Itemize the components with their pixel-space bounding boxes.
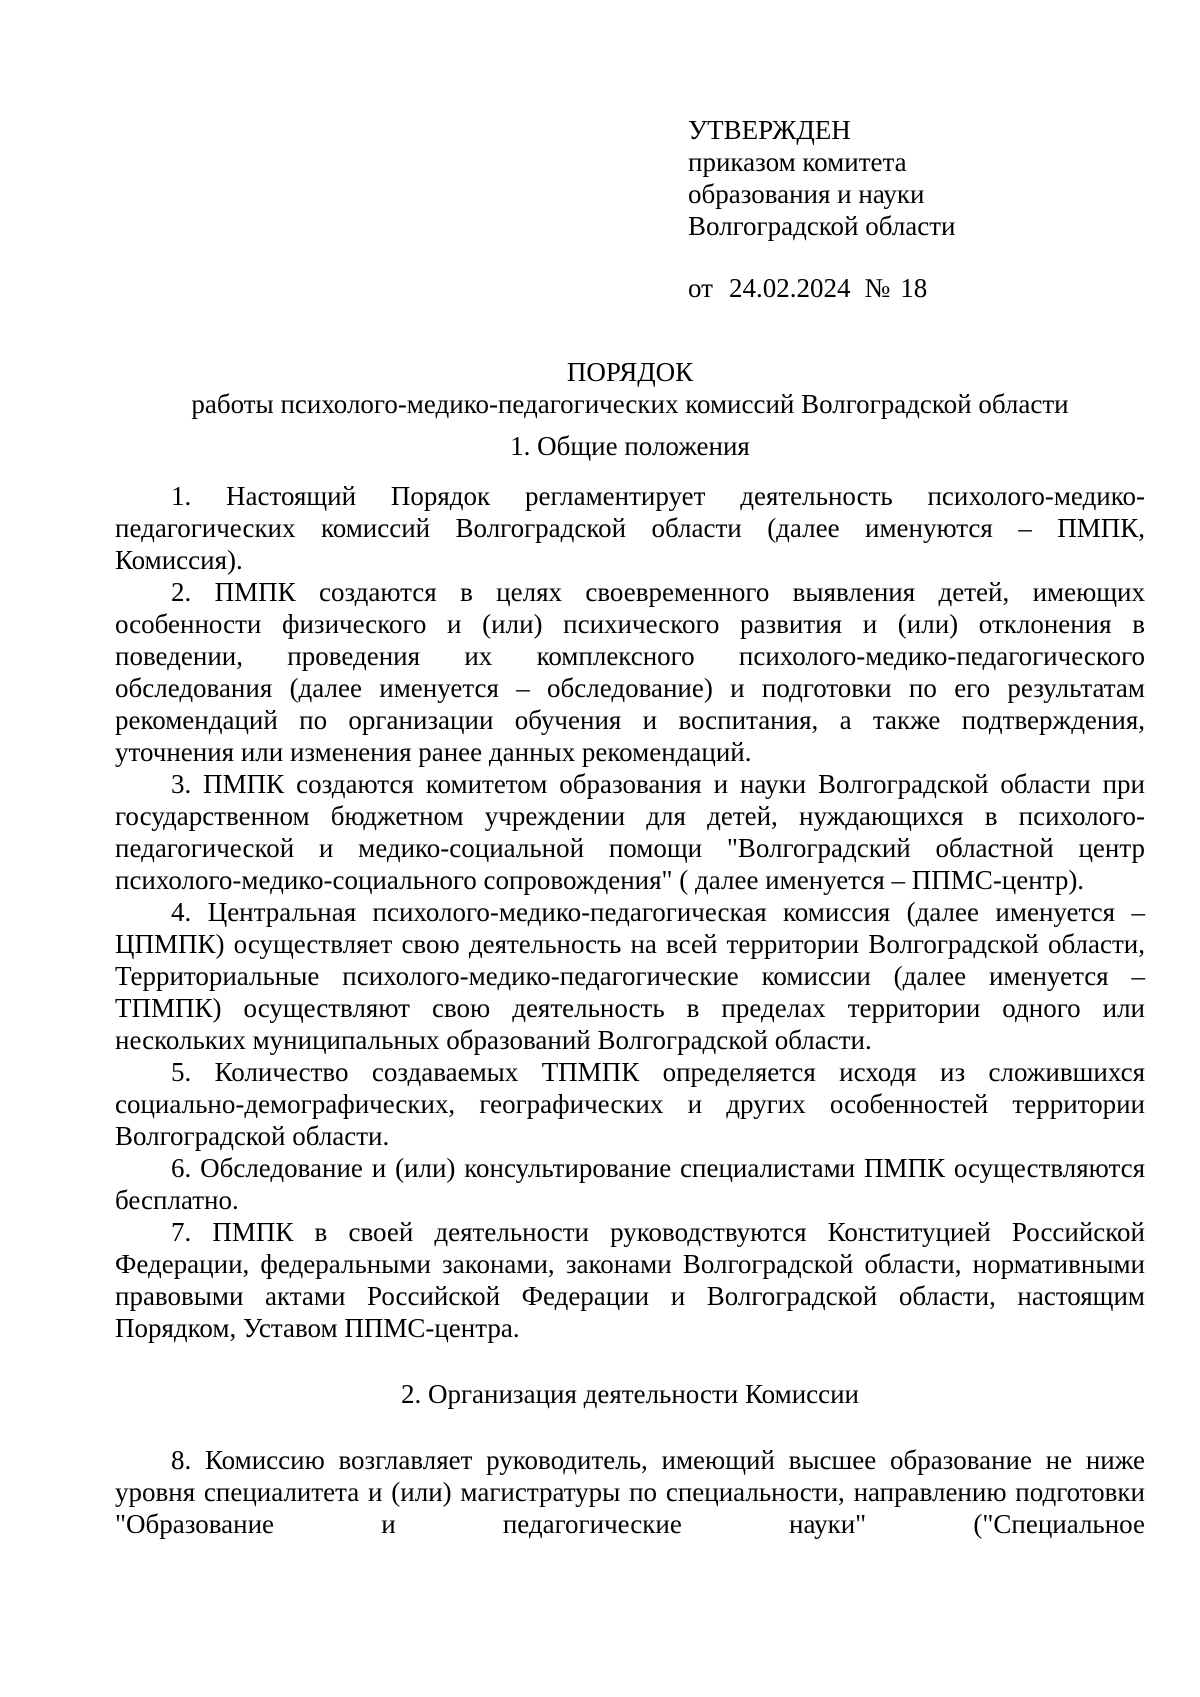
paragraph-1: 1. Настоящий Порядок регламентирует деятельность психолого-медико-педагогических комиссий Волгоградской области (далее именуются – ПМПК, Комиссия). [115,481,1145,575]
paragraph-4: 4. Центральная психолого-медико-педагогическая комиссия (далее именуется – ЦПМПК) осуществляет свою деятельность на всей территории Волгоградской области, Территориальные психолого-медико-педагогические комиссии (далее именуется – ТПМПК) осуществляют свою деятельность в пределах территории одного или нескольких муниципальных образований Волгоградской области. [115,897,1145,1055]
paragraph-8: 8. Комиссию возглавляет руководитель, имеющий высшее образование не ниже уровня специалитета и (или) магистратуры по специальности, направлению подготовки "Образование и педагогические науки" ("Специальное [115,1445,1145,1539]
approval-order-line: приказом комитета [688,147,907,177]
paragraph-6: 6. Обследование и (или) консультирование специалистами ПМПК осуществляются бесплатно. [115,1153,1145,1215]
paragraph-2: 2. ПМПК создаются в целях своевременного выявления детей, имеющих особенности физического и (или) психического развития и (или) отклонения в поведении, проведения их комплексного психолого-медико-педагогического обследования (далее именуется – обследование) и подготовки по его результатам рекомендаций по организации обучения и воспитания, а также подтверждения, уточнения или изменения ранее данных рекомендаций. [115,577,1145,767]
approval-committee-line: образования и науки [688,179,925,209]
approval-date-line [688,272,1108,304]
section-heading-general: 1. Общие положения [510,431,750,461]
section-heading-organization: 2. Организация деятельности Комиссии [400,1379,860,1409]
document-title: ПОРЯДОК [566,357,694,387]
document-subtitle: работы психолого-медико-педагогических комиссий Волгоградской области [191,389,1069,419]
number-sign: № [864,273,891,303]
paragraph-5: 5. Количество создаваемых ТПМПК определяется исходя из сложившихся социально-демографических, географических и других особенностей территории Волгоградской области. [115,1057,1145,1151]
approval-heading: УТВЕРЖДЕН [688,115,851,145]
document-body [115,356,1145,1540]
approval-region-line: Волгоградской области [688,211,956,241]
approval-stamp-block [688,114,1108,304]
paragraph-7: 7. ПМПК в своей деятельности руководствуются Конституцией Российской Федерации, федеральными законами, законами Волгоградской области, нормативными правовыми актами Российской Федерации и Волгоградской области, настоящим Порядком, Уставом ППМС-центра. [115,1217,1145,1343]
order-number: 18 [900,273,928,303]
date-prefix: от [688,273,713,303]
paragraph-3: 3. ПМПК создаются комитетом образования и науки Волгоградской области при государственном бюджетном учреждении для детей, нуждающихся в психолого-педагогической и медико-социальной помощи "Волгоградский областной центр психолого-медико-социального сопровождения" ( далее именуется – ППМС-центр). [115,769,1145,895]
approval-date: 24.02.2024 [728,273,851,303]
